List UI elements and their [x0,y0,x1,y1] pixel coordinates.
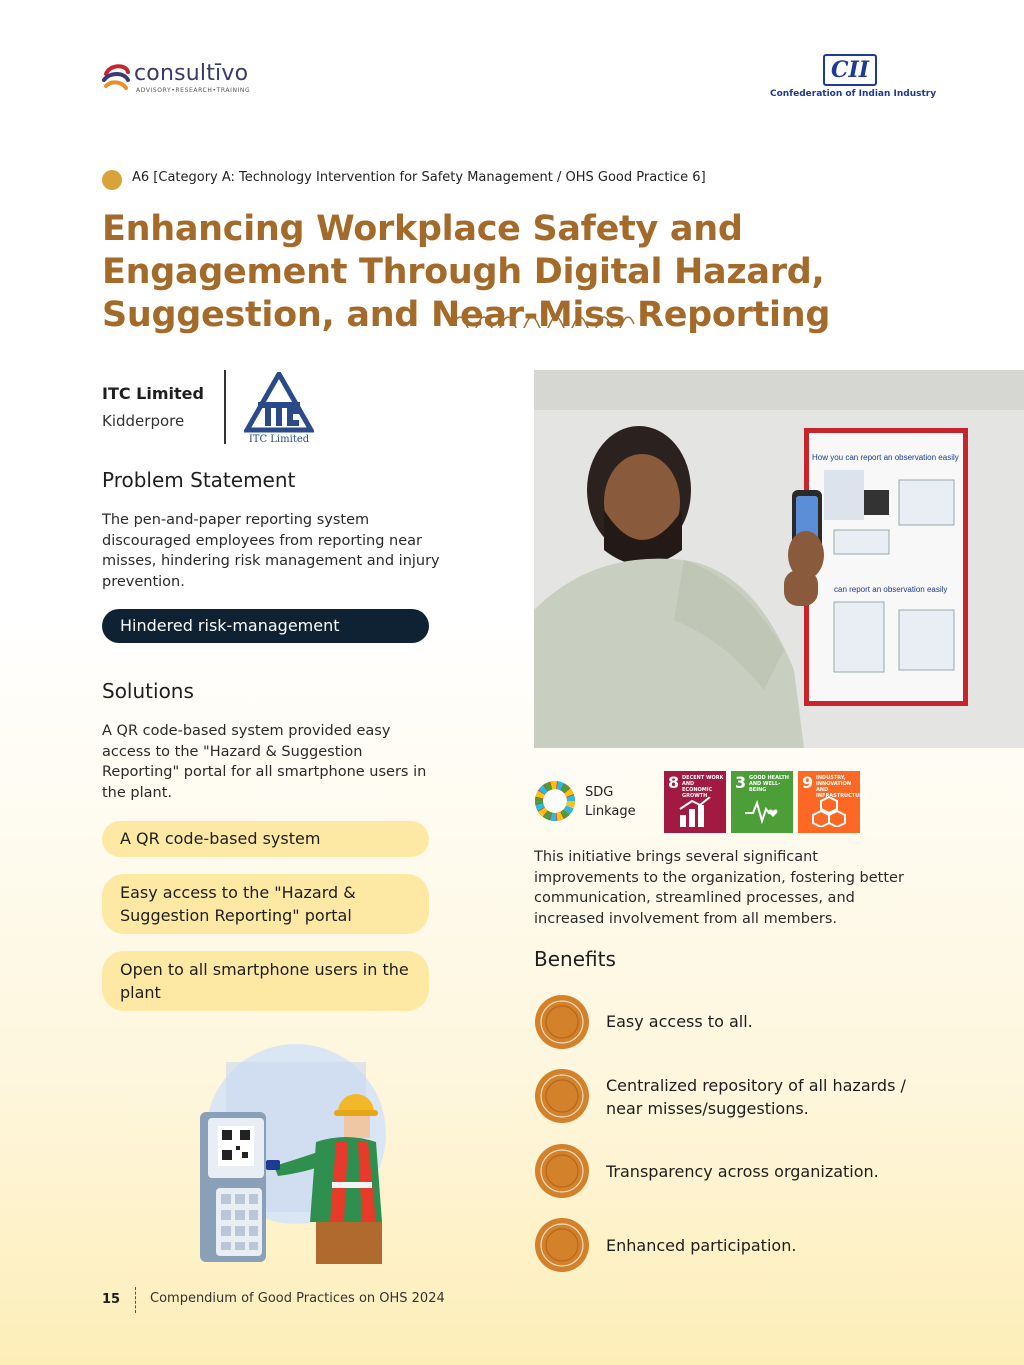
solution-item: A QR code-based system [102,821,429,857]
category-dot [102,170,122,190]
company-divider [224,370,226,444]
problem-text: The pen-and-paper reporting system discouraged employees from reporting near misses, hindering risk management and injury prevention. [102,512,440,590]
solution-item: Open to all smartphone users in the plant [102,951,429,1011]
benefit-item: Transparency across organization. [606,1162,879,1181]
growth-chart-icon [678,797,712,827]
publication-title: Compendium of Good Practices on OHS 2024 [150,1291,445,1306]
sdg-goal-9 [798,771,867,833]
worker-qr-illustration [186,1042,388,1264]
heartbeat-icon [745,797,779,827]
page-number: 15 [102,1292,121,1307]
company-location: Kidderpore [102,412,185,430]
benefit-item: Easy access to all. [606,1012,753,1031]
problem-heading: Problem Statement [102,468,296,492]
sdg-goal-number: 9 [802,773,814,792]
benefit-circle-icon [534,1217,590,1273]
poster-heading: How you can report an observation easily [812,453,959,462]
benefit-item: Enhanced participation. [606,1236,797,1255]
company-name: ITC Limited [102,384,204,403]
footer-divider [135,1287,136,1313]
cii-name: Confederation of Indian Industry [770,89,937,99]
solution-item: Easy access to the "Hazard & Suggestion Reporting" portal [102,874,429,934]
benefit-circle-icon [534,1068,590,1124]
benefits-heading: Benefits [534,947,616,971]
sdg-label [585,783,636,821]
consultivo-logo [100,58,260,98]
sdg-goal-text: GOOD HEALTH AND WELL-BEING [749,775,789,793]
solutions-heading: Solutions [102,679,194,703]
consultivo-swirl-icon [100,60,132,92]
benefit-item: Centralized repository of all hazards / near misses/suggestions. [606,1076,906,1118]
sdg-goal-8 [664,771,726,833]
cii-logo [770,54,937,106]
brand-tagline: ADVISORY•RESEARCH•TRAINING [136,87,251,94]
benefit-circle-icon [534,994,590,1050]
sdg-goal-3 [731,771,793,833]
poster-heading-2: can report an observation easily [834,585,948,594]
itc-logo-text: ITC Limited [248,434,310,445]
squiggle-decoration [452,308,640,328]
solutions-text: A QR code-based system provided easy access to the "Hazard & Suggestion Reporting" portal for all smartphone users in the plant. [102,723,427,801]
cubes-icon [812,797,846,827]
sdg-wheel-icon [534,780,576,822]
initiative-text: This initiative brings several significant improvements to the organization, fostering better communication, streamlined processes, and increased involvement from all members. [534,849,904,927]
category-label: A6 [Category A: Technology Intervention for Safety Management / OHS Good Practice 6] [132,170,706,185]
sdg-goal-text: INDUSTRY, INNOVATION AND INFRASTRUCTURE [816,775,867,799]
brand-name: consultīvo [134,61,249,86]
worker-scanning-qr-photo [534,370,1024,748]
sdg-goal-number: 8 [668,773,680,792]
page-title: Enhancing Workplace Safety and Engagement Through Digital Hazard, Suggestion, and Near-Miss Reporting [102,209,831,335]
problem-tag: Hindered risk-management [102,609,429,643]
sdg-goal-text: DECENT WORK AND ECONOMIC GROWTH [682,775,724,799]
benefit-circle-icon [534,1143,590,1199]
cii-logo-mark: CII [823,54,877,86]
sdg-label-line2: Linkage [585,804,636,819]
sdg-goal-number: 3 [735,773,747,792]
sdg-label-line1: SDG [585,785,614,800]
